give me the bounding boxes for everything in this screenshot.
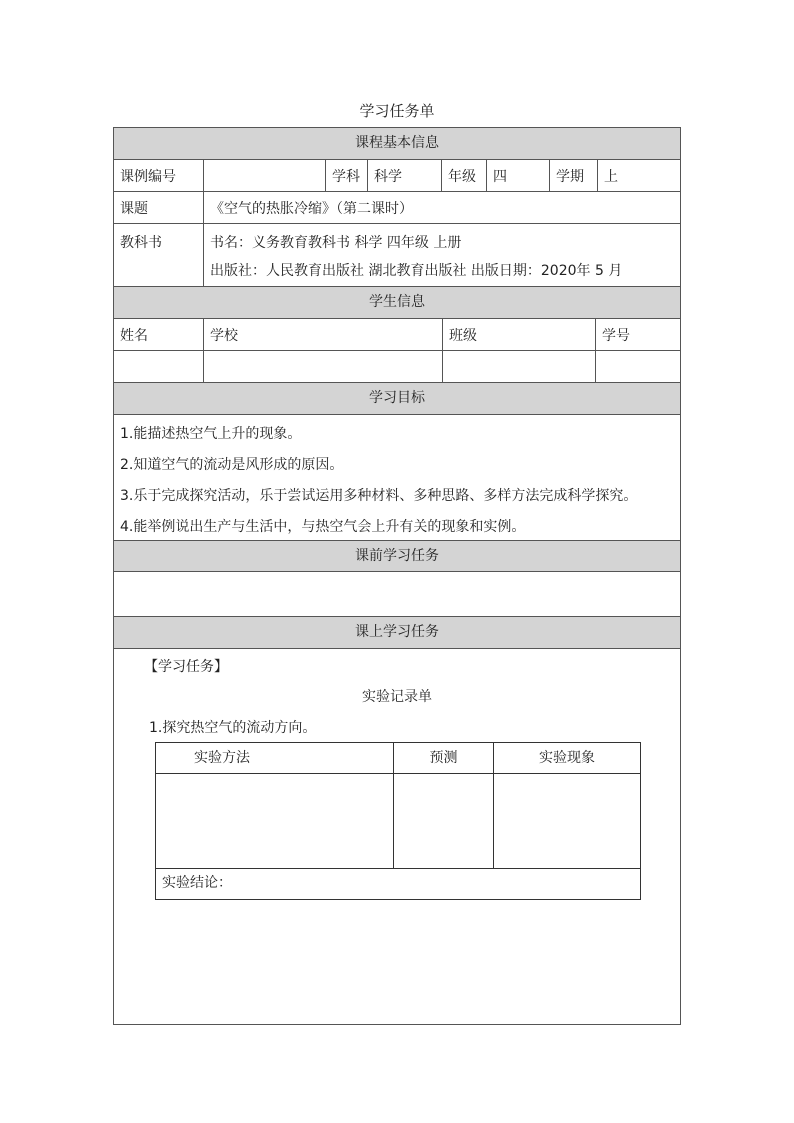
- page-title: 学习任务单: [359, 102, 435, 120]
- learning-task-heading: 【学习任务】: [144, 659, 228, 675]
- class-field[interactable]: [443, 351, 596, 382]
- section-in-class-task: 课上学习任务: [114, 617, 680, 649]
- student-values-row: [114, 351, 680, 383]
- goal-item: 3.乐于完成探究活动，乐于尝试运用多种材料、多种思路、多样方法完成科学探究。: [120, 488, 638, 504]
- method-cell[interactable]: [156, 774, 394, 869]
- textbook-name: 书名：义务教育教科书 科学 四年级 上册: [210, 235, 462, 251]
- name-field[interactable]: [114, 351, 204, 382]
- experiment-sheet-title: 实验记录单: [362, 689, 432, 705]
- class-label: 班级: [443, 319, 596, 350]
- pre-class-task-area[interactable]: [114, 572, 680, 617]
- goal-item: 4.能举例说出生产与生活中，与热空气会上升有关的现象和实例。: [120, 519, 526, 535]
- topic-label: 课题: [114, 192, 204, 223]
- goal-item: 1.能描述热空气上升的现象。: [120, 426, 302, 442]
- section-pre-class-task: 课前学习任务: [114, 541, 680, 572]
- predict-cell[interactable]: [394, 774, 494, 869]
- subject-value: 科学: [368, 160, 442, 191]
- experiment-record-table: [155, 742, 641, 900]
- term-value: 上: [604, 168, 618, 185]
- school-field[interactable]: [204, 351, 443, 382]
- topic-value: 《空气的热胀冷缩》（第二课时）: [210, 200, 413, 217]
- textbook-label: 教科书: [114, 224, 204, 286]
- phenomenon-cell[interactable]: [494, 774, 640, 869]
- goals-list: [114, 415, 680, 541]
- student-id-label: 学号: [602, 327, 630, 344]
- goal-item: 2.知道空气的流动是风形成的原因。: [120, 457, 344, 473]
- grade-value: 四: [487, 160, 550, 191]
- section-student-info: 学生信息: [114, 287, 680, 319]
- textbook-info: [204, 224, 680, 286]
- case-no-value[interactable]: [204, 160, 326, 191]
- case-no-label: 课例编号: [114, 160, 204, 191]
- textbook-publisher: 出版社：人民教育出版社 湖北教育出版社 出版日期：2020年 5 月: [210, 263, 623, 279]
- grade-label: 年级: [442, 160, 487, 191]
- col-phenomenon-header: 实验现象: [494, 743, 640, 774]
- school-label: 学校: [204, 319, 443, 350]
- col-method-header: 实验方法: [156, 743, 394, 774]
- section-learning-goals: 学习目标: [114, 383, 680, 415]
- subject-label: 学科: [326, 160, 368, 191]
- student-labels-row: [114, 319, 680, 351]
- experiment-item-1: 1.探究热空气的流动方向。: [149, 720, 317, 736]
- term-label: 学期: [550, 160, 598, 191]
- task-sheet-table: [113, 127, 681, 1025]
- basic-info-row: [114, 160, 680, 192]
- conclusion-row[interactable]: 实验结论：: [162, 875, 232, 891]
- textbook-row: [114, 224, 680, 287]
- topic-row: [114, 192, 680, 224]
- col-predict-header: 预测: [394, 743, 494, 774]
- name-label: 姓名: [114, 319, 204, 350]
- student-id-field[interactable]: [596, 351, 680, 382]
- section-basic-info: 课程基本信息: [114, 128, 680, 160]
